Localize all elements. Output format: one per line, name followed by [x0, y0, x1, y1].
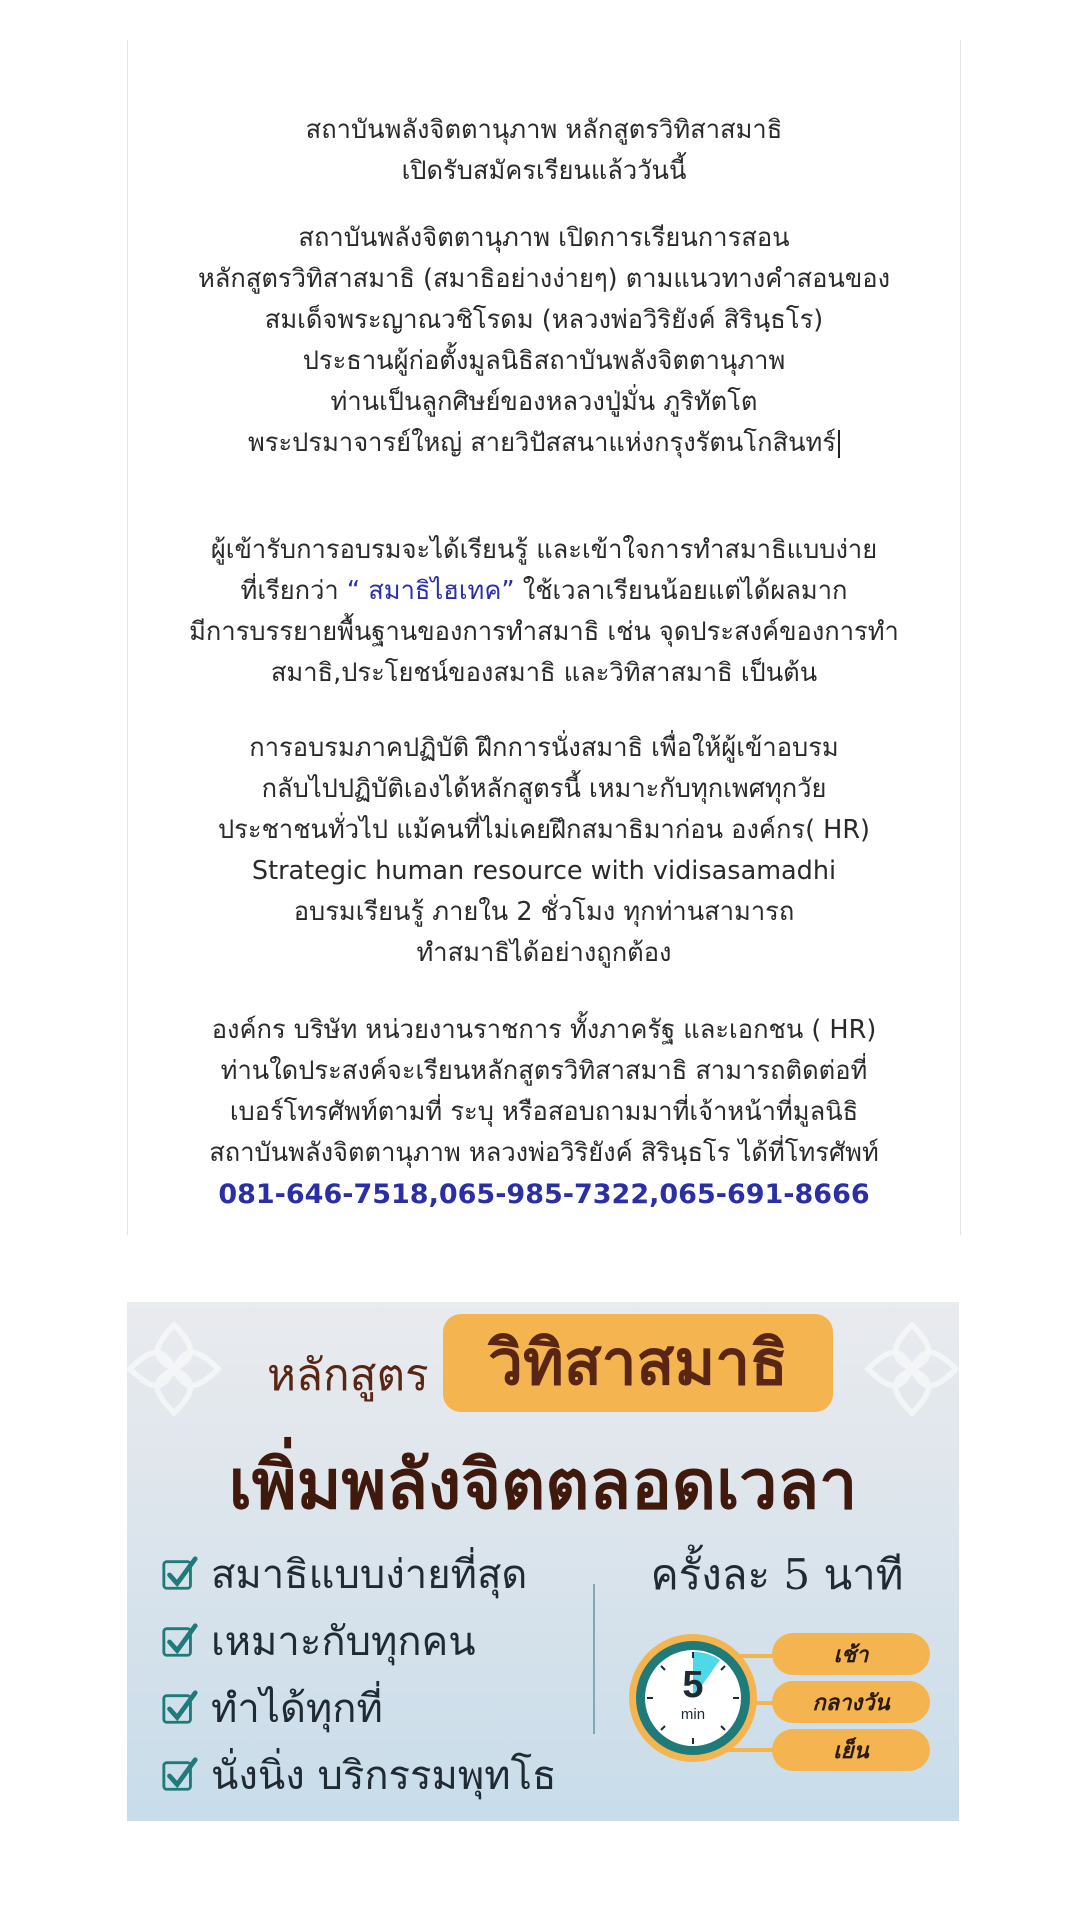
checkbox-checked-icon	[161, 1555, 199, 1593]
intro-line: ท่านเป็นลูกศิษย์ของหลวงปู่มั่น ภูริทัตโต	[330, 387, 758, 417]
practice-paragraph	[128, 728, 960, 974]
contact-line: องค์กร บริษัท หน่วยงานราชการ ทั้งภาครัฐ และเอกชน ( HR)	[211, 1015, 877, 1045]
banner-title: วิทิสาสมาธิ	[443, 1314, 833, 1412]
learning-paragraph	[128, 530, 960, 694]
hitech-highlight: “ สมาธิไฮเทค”	[346, 576, 515, 606]
intro-line: สมเด็จพระญาณวชิโรดม (หลวงพ่อวิริยังค์ สิรินฺธโร)	[264, 305, 824, 335]
course-banner	[127, 1302, 959, 1821]
heading-line: เปิดรับสมัครเรียนแล้ววันนี้	[401, 156, 687, 186]
learn-text: ที่เรียกว่า	[240, 576, 347, 606]
text-cursor	[838, 430, 840, 458]
checklist-item	[161, 1607, 557, 1674]
checklist-item	[161, 1540, 557, 1607]
heading-line: สถาบันพลังจิตตานุภาพ หลักสูตรวิทิสาสมาธิ	[305, 115, 783, 145]
practice-line: ทำสมาธิได้อย่างถูกต้อง	[416, 938, 672, 968]
practice-line: Strategic human resource with vidisasamadhi	[251, 856, 837, 886]
checkbox-checked-icon	[161, 1622, 199, 1660]
intro-line-text: พระปรมาจารย์ใหญ่ สายวิปัสสนาแห่งกรุงรัตนโกสินทร์	[247, 428, 837, 458]
announcement-heading	[128, 110, 960, 192]
vertical-divider	[593, 1584, 595, 1734]
checklist-item	[161, 1674, 557, 1741]
thai-ornament-icon	[857, 1314, 959, 1424]
timer-icon	[625, 1630, 761, 1766]
contact-line: ท่านใดประสงค์จะเรียนหลักสูตรวิทิสาสมาธิ สามารถติดต่อที่	[220, 1056, 868, 1086]
checkbox-checked-icon	[161, 1689, 199, 1727]
contact-line: เบอร์โทรศัพท์ตามที่ ระบุ หรือสอบถามมาที่เจ้าหน้าที่มูลนิธิ	[229, 1097, 859, 1127]
contact-line: สถาบันพลังจิตตานุภาพ หลวงพ่อวิริยังค์ สิรินฺธโร ได้ที่โทรศัพท์	[209, 1138, 879, 1168]
time-slot-noon: กลางวัน	[772, 1681, 930, 1723]
checklist-item	[161, 1741, 557, 1808]
learn-line: สมาธิ,ประโยชน์ของสมาธิ และวิทิสาสมาธิ เป็นต้น	[270, 658, 818, 688]
timer-number: 5	[682, 1664, 704, 1706]
practice-line: การอบรมภาคปฏิบัติ ฝึกการนั่งสมาธิ เพื่อให้ผู้เข้าอบรม	[249, 733, 839, 763]
time-slot-evening: เย็น	[772, 1729, 930, 1771]
intro-line: สถาบันพลังจิตตานุภาพ เปิดการเรียนการสอน	[298, 223, 790, 253]
announcement-card	[127, 40, 961, 1235]
intro-line: หลักสูตรวิทิสาสมาธิ (สมาธิอย่างง่ายๆ) ตามแนวทางคำสอนของ	[197, 264, 891, 294]
thai-ornament-icon	[127, 1314, 229, 1424]
benefit-checklist	[161, 1540, 557, 1808]
contact-paragraph	[128, 1010, 960, 1215]
learn-line: ผู้เข้ารับการอบรมจะได้เรียนรู้ และเข้าใจการทำสมาธิแบบง่าย	[210, 535, 878, 565]
banner-headline: เพิ่มพลังจิตตลอดเวลา	[228, 1445, 858, 1525]
session-duration: ครั้งละ 5 นาที	[650, 1550, 904, 1599]
checkbox-checked-icon	[161, 1756, 199, 1794]
learn-line: มีการบรรยายพื้นฐานของการทำสมาธิ เช่น จุดประสงค์ของการทำ	[189, 617, 899, 647]
checklist-label: เหมาะกับทุกคน	[211, 1618, 476, 1665]
phone-numbers: 081-646-7518,065-985-7322,065-691-8666	[218, 1179, 870, 1210]
checklist-label: นั่งนิ่ง บริกรรมพุทโธ	[211, 1752, 557, 1799]
intro-paragraph	[128, 218, 960, 464]
banner-pre-title: หลักสูตร	[267, 1350, 429, 1401]
time-slot-morning: เช้า	[772, 1633, 930, 1675]
practice-line: กลับไปปฏิบัติเองได้หลักสูตรนี้ เหมาะกับทุกเพศทุกวัย	[261, 774, 827, 804]
timer-unit: min	[680, 1706, 706, 1723]
learn-text: ใช้เวลาเรียนน้อยแต่ได้ผลมาก	[514, 576, 848, 606]
intro-line: ประธานผู้ก่อตั้งมูลนิธิสถาบันพลังจิตตานุภาพ	[302, 346, 786, 376]
practice-line: อบรมเรียนรู้ ภายใน 2 ชั่วโมง ทุกท่านสามารถ	[293, 897, 795, 927]
learn-line	[128, 571, 960, 612]
intro-line-last	[128, 423, 960, 464]
checklist-label: สมาธิแบบง่ายที่สุด	[211, 1551, 528, 1598]
checklist-label: ทำได้ทุกที่	[211, 1685, 383, 1732]
practice-line: ประชาชนทั่วไป แม้คนที่ไม่เคยฝึกสมาธิมาก่อน องค์กร( HR)	[218, 815, 870, 845]
